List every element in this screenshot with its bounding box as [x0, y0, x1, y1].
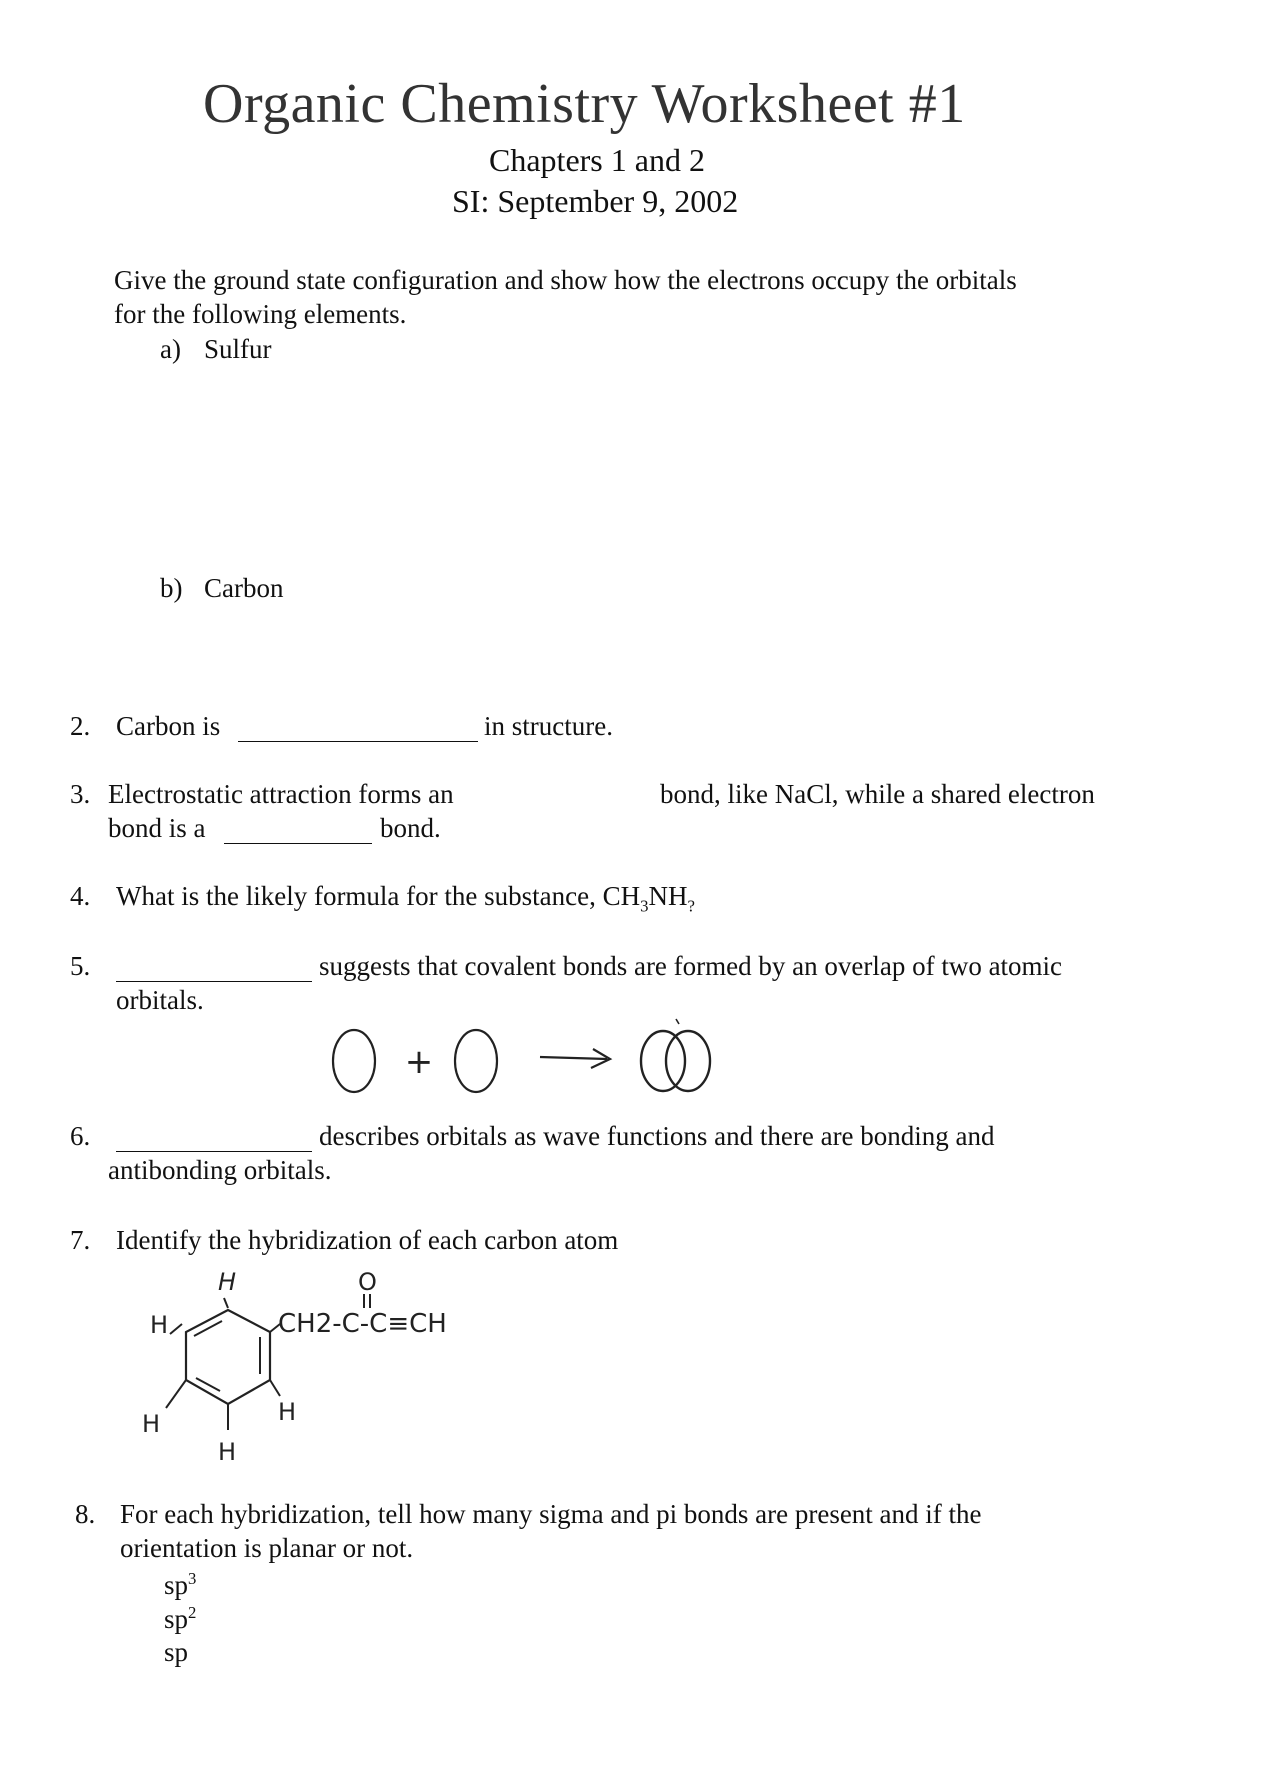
o-label: O	[358, 1268, 377, 1296]
date-subtitle: SI: September 9, 2002	[452, 183, 739, 219]
h-bottom-label: H	[218, 1438, 237, 1466]
h-lower-right-label: H	[278, 1398, 297, 1426]
q8-text-line1: For each hybridization, tell how many sigma and pi bonds are present and if the	[120, 1499, 982, 1529]
hybrid-base-sp2: sp	[164, 1604, 189, 1634]
arrow-shaft	[540, 1057, 607, 1059]
q1-instruction-line1: Give the ground state configuration and show how the electrons occupy the orbitals	[114, 265, 1017, 295]
hybridization-sp3	[164, 1569, 196, 1601]
q4-question	[116, 881, 695, 916]
side-chain-label: CH2-C-C≡CH	[278, 1309, 447, 1339]
q4-subscript-3: 3	[640, 896, 649, 916]
q7-number: 7.	[70, 1225, 91, 1255]
hybrid-base-sp3: sp	[164, 1570, 189, 1600]
hybrid-sup-3: 3	[188, 1569, 197, 1588]
hybridization-sp2	[164, 1603, 196, 1635]
q3-answer-blank-2[interactable]	[224, 813, 372, 844]
q3-answer-blank-1[interactable]	[500, 779, 650, 810]
q2-number: 2.	[70, 711, 91, 741]
q1a-label: a)	[160, 334, 181, 364]
q5-number: 5.	[70, 951, 91, 981]
q2-answer-blank[interactable]	[238, 711, 478, 742]
q6-text-line2: antibonding orbitals.	[108, 1155, 332, 1185]
q6-answer-blank[interactable]	[116, 1121, 312, 1152]
ring-double-bond-3	[196, 1378, 220, 1391]
bond-h-top	[224, 1298, 228, 1308]
hybrid-base-sp: sp	[164, 1637, 189, 1667]
q2-text-before: Carbon is	[116, 711, 221, 741]
chapters-subtitle: Chapters 1 and 2	[489, 142, 705, 178]
orbital-2-icon	[455, 1030, 497, 1092]
plus-sign: +	[404, 1042, 434, 1082]
h-lower-left-label: H	[142, 1410, 161, 1438]
q4-number: 4.	[70, 881, 91, 911]
bond-h-left	[170, 1324, 182, 1334]
h-top-label: H	[218, 1268, 237, 1296]
q4-text-nh: NH	[648, 881, 688, 911]
q3-text-middle: bond, like NaCl, while a shared electron	[660, 779, 1095, 809]
q6-number: 6.	[70, 1121, 91, 1151]
q3-number: 3.	[70, 779, 91, 809]
h-left-label: H	[150, 1311, 169, 1339]
hybridization-sp	[164, 1637, 188, 1668]
orbital-overlap-diagram	[320, 1015, 760, 1115]
q3-text-before: Electrostatic attraction forms an	[108, 779, 454, 809]
q5-text: suggests that covalent bonds are formed by an overlap of two atomic	[319, 951, 1063, 981]
q8-text-line2: orientation is planar or not.	[120, 1533, 414, 1563]
q4-subscript-question: ?	[687, 896, 695, 916]
q5-text-line2: orbitals.	[116, 985, 204, 1015]
bond-h-lower-right	[270, 1380, 280, 1396]
molecule-structure	[130, 1260, 570, 1490]
orbital-1-icon	[333, 1030, 375, 1092]
q2-text-after: in structure.	[484, 711, 613, 741]
bond-h-lower-left	[166, 1380, 186, 1408]
overlap-orbital-b-icon	[666, 1031, 710, 1091]
ring-double-bond-1	[194, 1321, 222, 1336]
benzene-ring	[186, 1310, 270, 1404]
hybrid-sup-2: 2	[188, 1603, 197, 1622]
q8-number: 8.	[75, 1499, 96, 1529]
q7-text: Identify the hybridization of each carbon atom	[116, 1225, 619, 1255]
q5-answer-blank[interactable]	[116, 951, 312, 982]
tick-mark	[676, 1019, 679, 1024]
q1b-label: b)	[160, 573, 183, 603]
q1-instruction-line2: for the following elements.	[114, 299, 407, 329]
q1a-element: Sulfur	[204, 334, 272, 364]
q1b-element: Carbon	[204, 573, 284, 603]
page-title: Organic Chemistry Worksheet #1	[203, 73, 966, 135]
q3-line2-after: bond.	[380, 813, 441, 843]
q4-text: What is the likely formula for the substance, CH	[116, 881, 641, 911]
q6-text: describes orbitals as wave functions and there are bonding and	[319, 1121, 995, 1151]
overlap-orbital-a-icon	[641, 1031, 685, 1091]
q3-line2-before: bond is a	[108, 813, 206, 843]
